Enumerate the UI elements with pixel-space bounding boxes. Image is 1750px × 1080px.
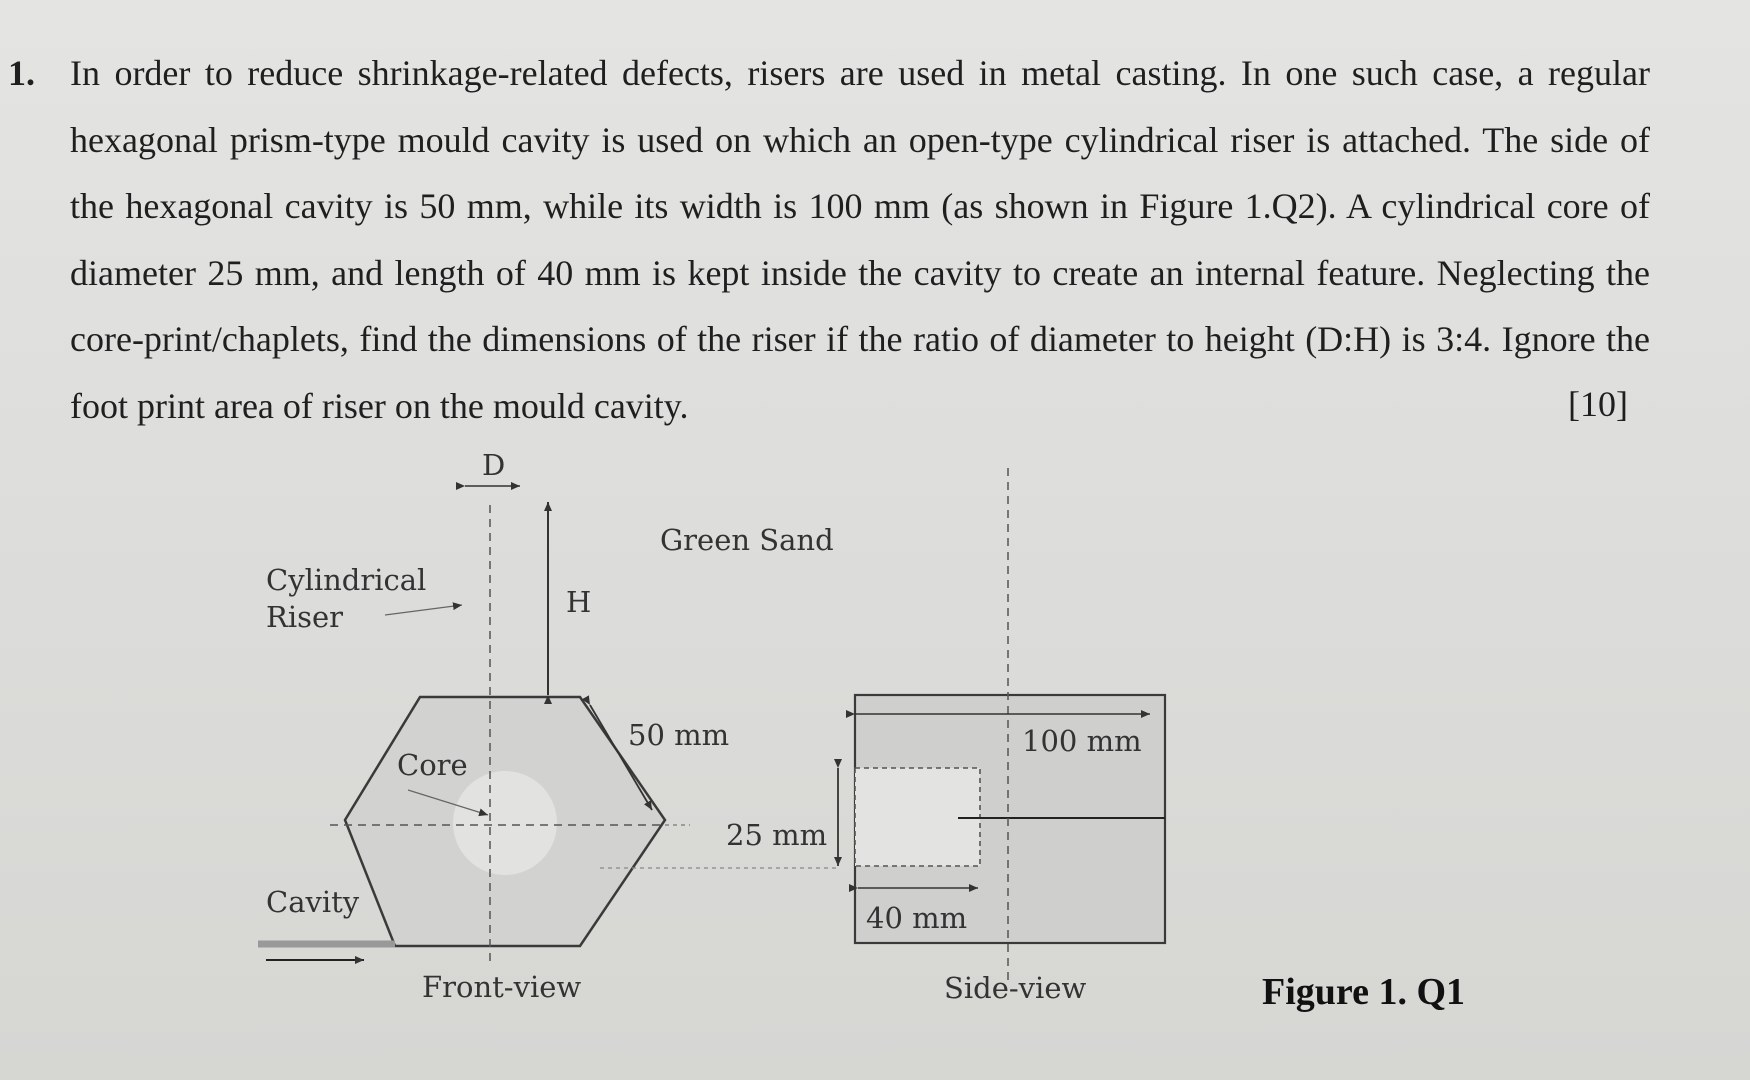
side-50-label: 50 mm xyxy=(628,718,730,752)
question-number: 1. xyxy=(8,53,35,93)
cylindrical-label: Cylindrical xyxy=(266,563,427,597)
h-label: H xyxy=(566,585,592,619)
width-100-label: 100 mm xyxy=(1022,724,1142,758)
figure-caption: Figure 1. Q1 xyxy=(1262,971,1466,1013)
front-view-label: Front-view xyxy=(422,970,582,1004)
core-len-label: 40 mm xyxy=(866,901,968,935)
riser-label: Riser xyxy=(266,600,344,634)
figure-diagram xyxy=(0,440,1750,1080)
question-marks: [10] xyxy=(1568,384,1628,424)
question-text: In order to reduce shrinkage-related defects, risers are used in metal casting. In one such case, a regular hexagonal prism-type mould cavity is used on which an open-type cylindrical riser is attached. The side of the hexagonal cavity is 50 mm, while its width is 100 mm (as shown in Figure 1.Q2). A cylindrical core of diameter 25 mm, and length of 40 mm is kept inside the cavity to create an internal feature. Neglecting the core-print/chaplets, find the dimensions of the riser if the ratio of diameter to height (D:H) is 3:4. Ignore the foot print area of riser on the mould cavity. xyxy=(70,53,1650,426)
green-sand-label: Green Sand xyxy=(660,523,834,557)
d-label: D xyxy=(482,448,506,482)
core-dia-label: 25 mm xyxy=(726,818,828,852)
core-label: Core xyxy=(397,748,468,782)
core-circle xyxy=(453,771,557,875)
side-view-label: Side-view xyxy=(944,971,1087,1005)
cavity-label: Cavity xyxy=(266,885,360,919)
question-text-container xyxy=(70,40,1650,439)
